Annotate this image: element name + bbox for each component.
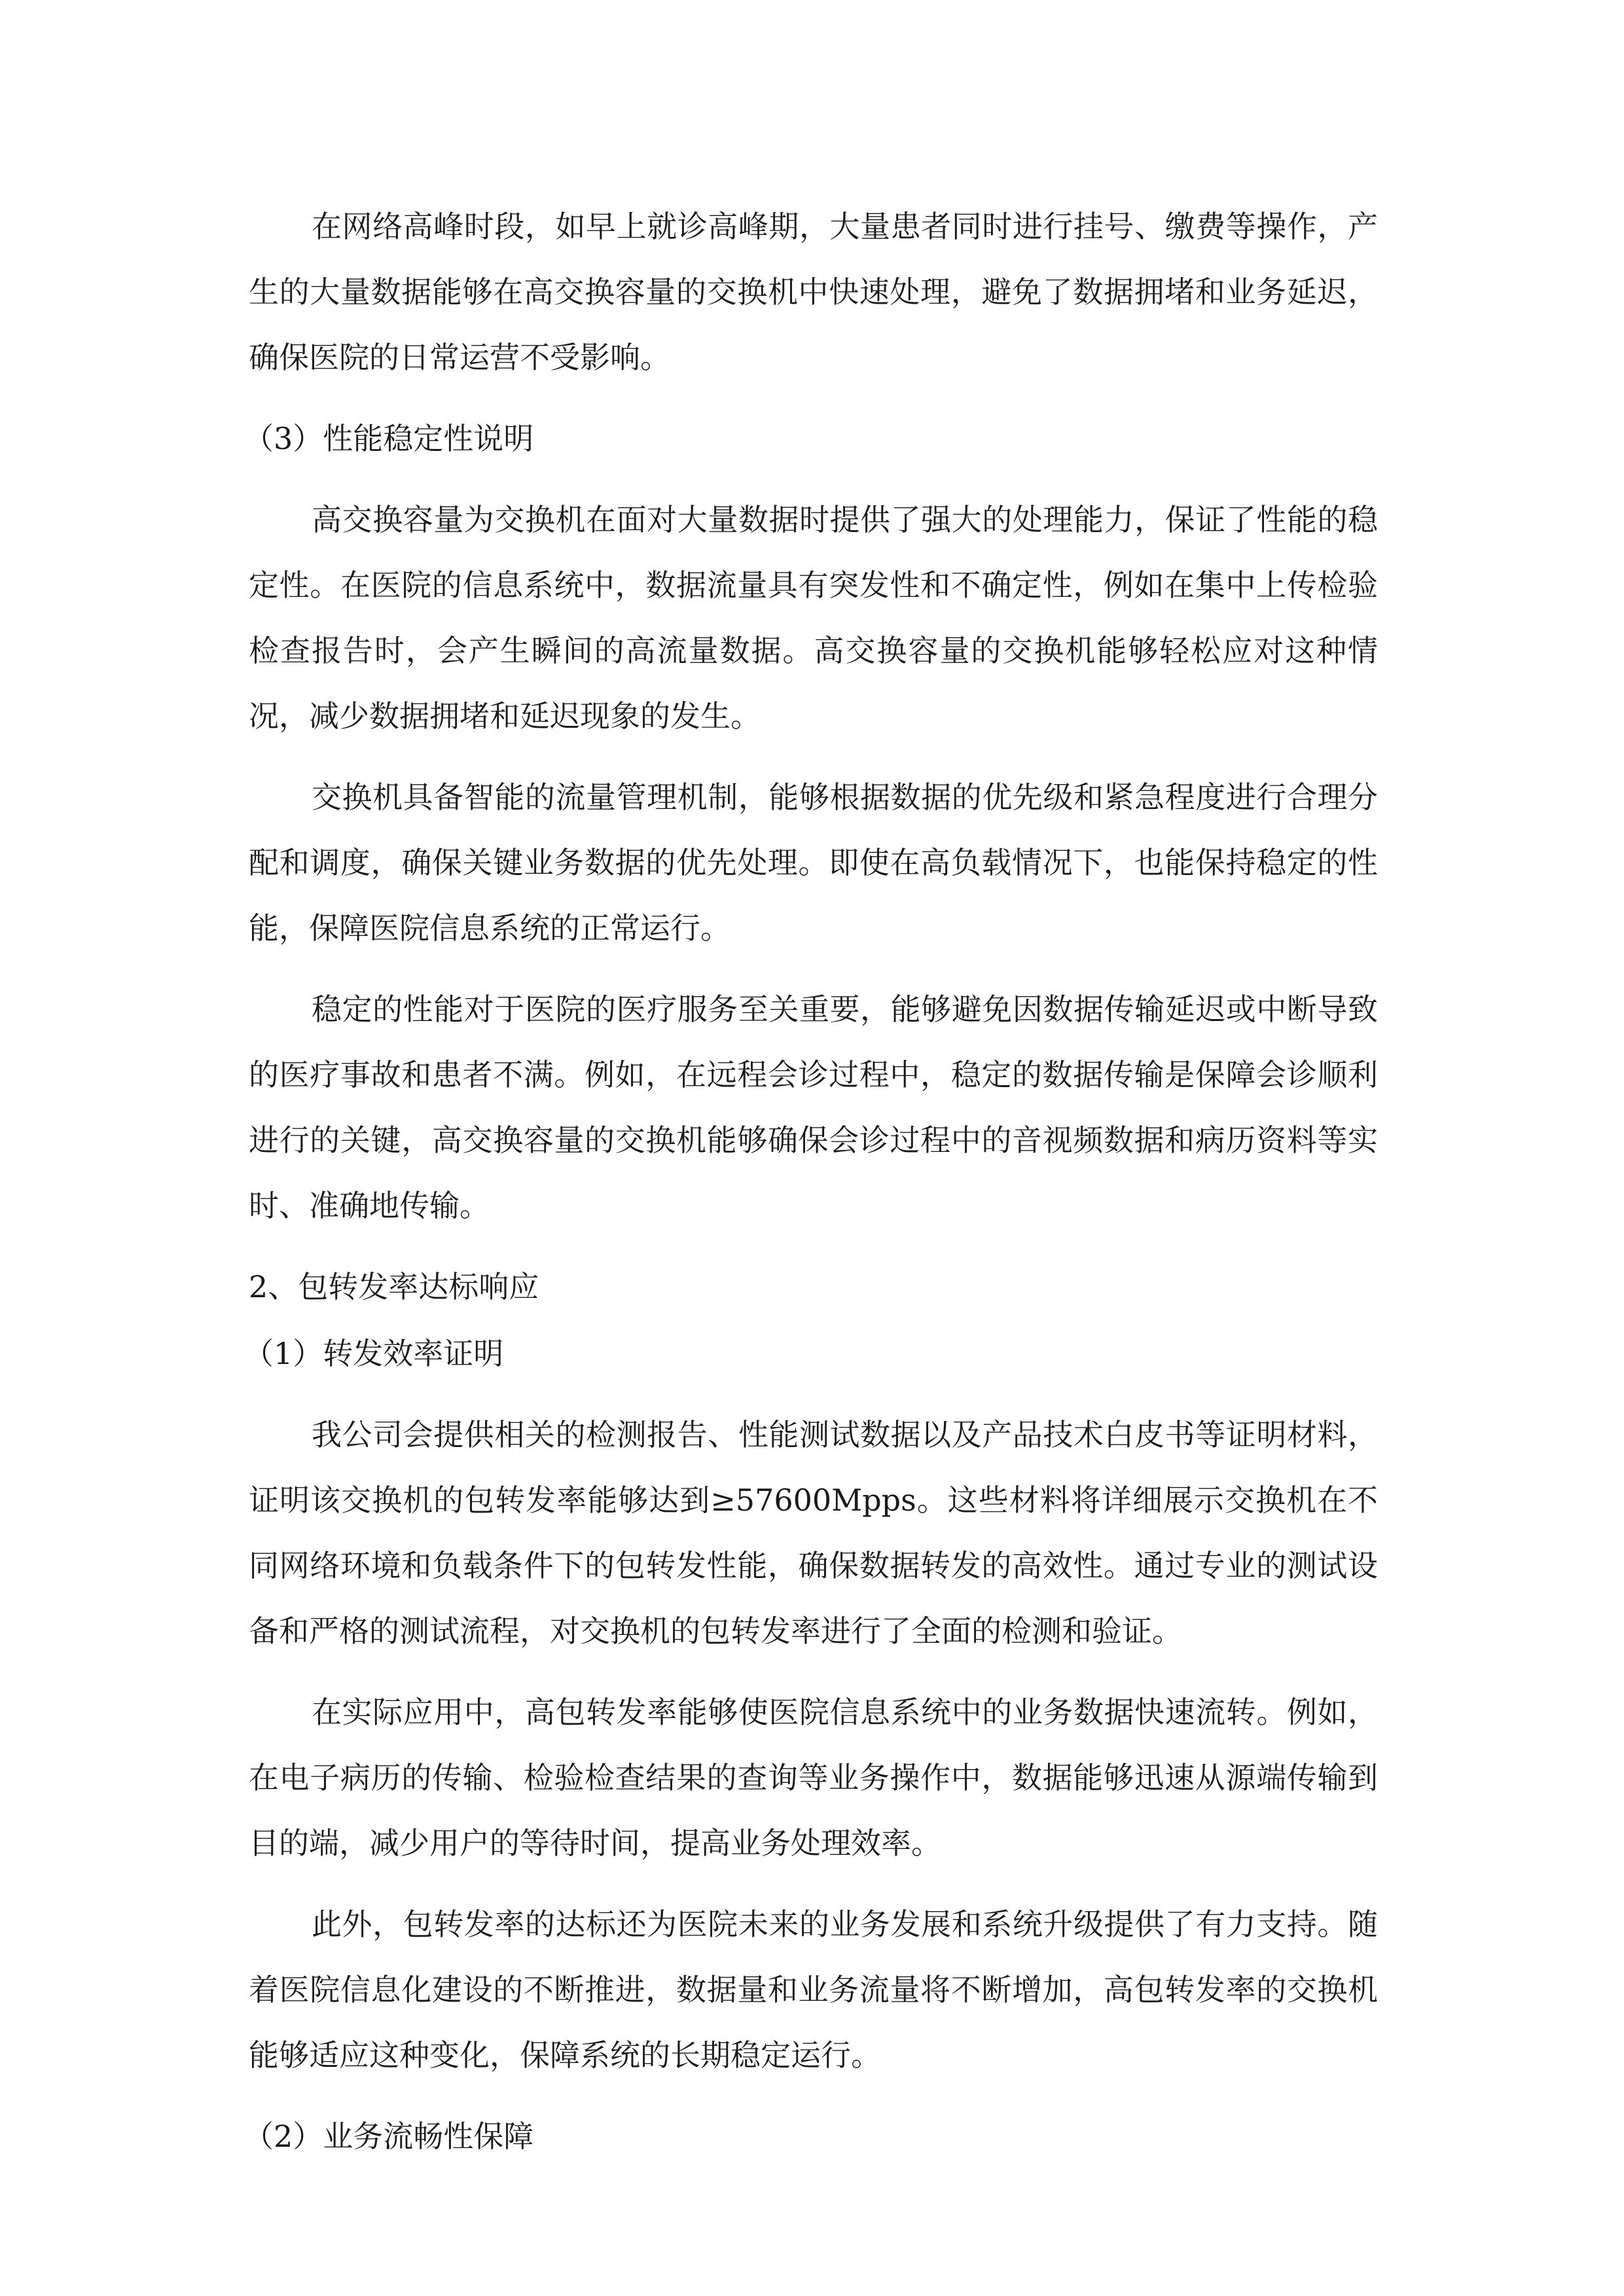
heading-performance-stability: （3）性能稳定性说明 xyxy=(244,421,534,456)
paragraph-stable-performance: 稳定的性能对于医院的医疗服务至关重要，能够避免因数据传输延迟或中断导致的医疗事故和患者不满。例如，在远程会诊过程中，稳定的数据传输是保障会诊顺利进行的关键，高交换容量的交换机能够确保会诊过程中的音视频数据和病历资料等实时、准确地传输。 xyxy=(249,992,1378,1223)
heading-forwarding-efficiency: （1）转发效率证明 xyxy=(244,1336,504,1371)
paragraph-high-capacity: 高交换容量为交换机在面对大量数据时提供了强大的处理能力，保证了性能的稳定性。在医院的信息系统中，数据流量具有突发性和不确定性，例如在集中上传检验检查报告时，会产生瞬间的高流量数据。高交换容量的交换机能够轻松应对这种情况，减少数据拥堵和延迟现象的发生。 xyxy=(249,502,1378,734)
document-body xyxy=(244,194,1378,2185)
paragraph-traffic-management: 交换机具备智能的流量管理机制，能够根据数据的优先级和紧急程度进行合理分配和调度，确保关键业务数据的优先处理。即使在高负载情况下，也能保持稳定的性能，保障医院信息系统的正常运行。 xyxy=(249,780,1378,946)
paragraph-future-support: 此外，包转发率的达标还为医院未来的业务发展和系统升级提供了有力支持。随着医院信息化建设的不断推进，数据量和业务流量将不断增加，高包转发率的交换机能够适应这种变化，保障系统的长期稳定运行。 xyxy=(249,1907,1378,2073)
paragraph-practical-application: 在实际应用中，高包转发率能够使医院信息系统中的业务数据快速流转。例如，在电子病历的传输、检验检查结果的查询等业务操作中，数据能够迅速从源端传输到目的端，减少用户的等待时间，提高业务处理效率。 xyxy=(249,1695,1378,1861)
paragraph-test-reports: 我公司会提供相关的检测报告、性能测试数据以及产品技术白皮书等证明材料，证明该交换机的包转发率能够达到≥57600Mpps。这些材料将详细展示交换机在不同网络环境和负载条件下的包转发性能，确保数据转发的高效性。通过专业的测试设备和严格的测试流程，对交换机的包转发率进行了全面的检测和验证。 xyxy=(249,1417,1378,1649)
paragraph-peak-traffic: 在网络高峰时段，如早上就诊高峰期，大量患者同时进行挂号、缴费等操作，产生的大量数据能够在高交换容量的交换机中快速处理，避免了数据拥堵和业务延迟，确保医院的日常运营不受影响。 xyxy=(249,209,1378,375)
heading-packet-forwarding: 2、包转发率达标响应 xyxy=(249,1269,539,1304)
heading-business-fluency: （2）业务流畅性保障 xyxy=(244,2119,534,2154)
